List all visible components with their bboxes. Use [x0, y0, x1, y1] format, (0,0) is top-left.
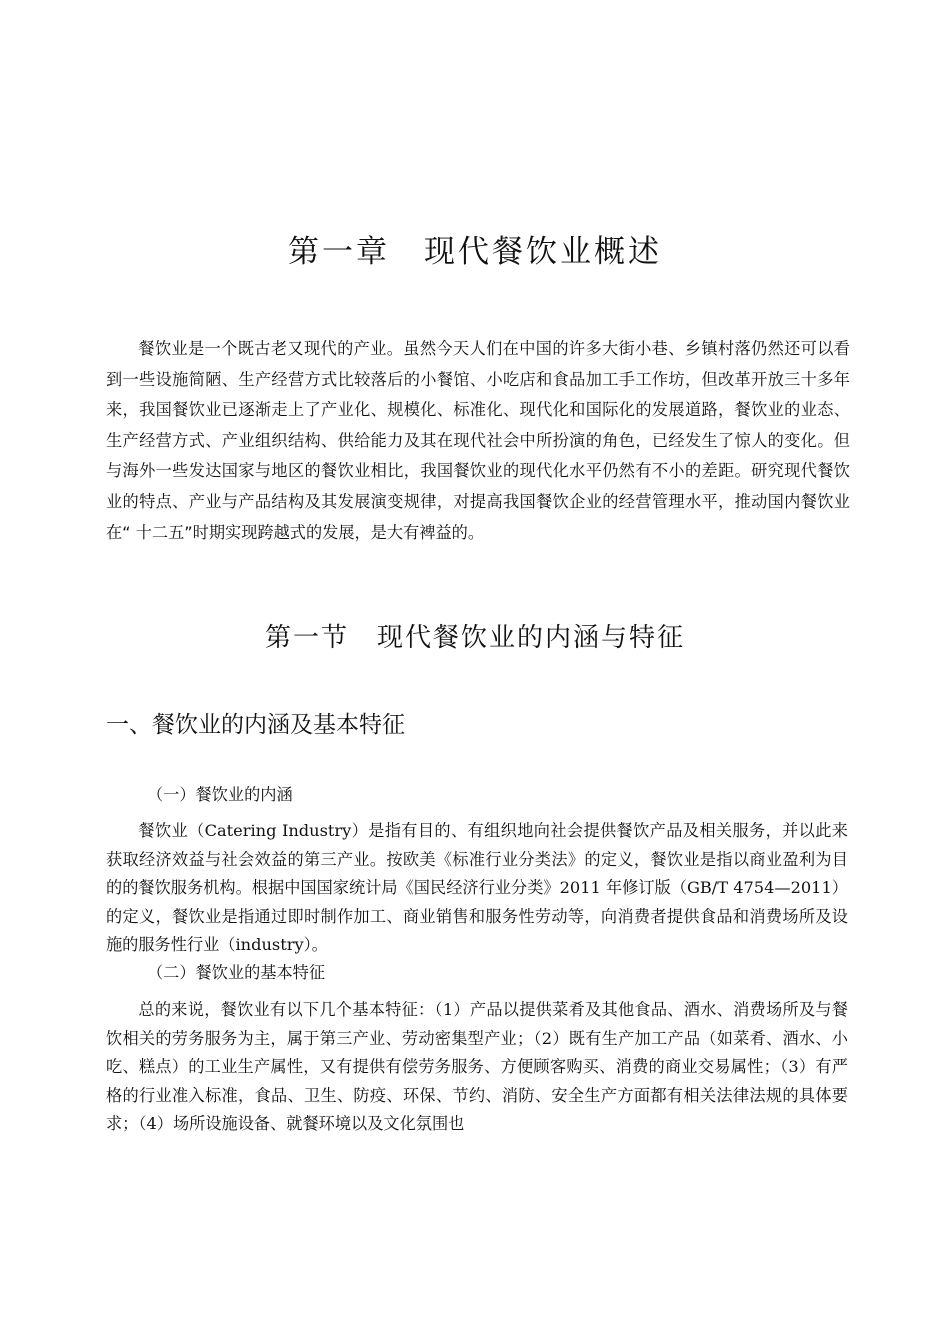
subsection-title: 一、餐饮业的内涵及基本特征	[106, 712, 405, 738]
features-paragraph: 总的来说，餐饮业有以下几个基本特征：（1）产品以提供菜肴及其他食品、酒水、消费场所及与餐饮相关的劳务服务为主，属于第三产业、劳动密集型产业；（2）既有生产加工产品（如菜肴、酒水、小吃、糕点）的工业生产属性，又有提供有偿劳务服务、方便顾客购买、消费的商业交易属性；（3）有严格的行业准入标准，食品、卫生、防疫、环保、节约、消防、安全生产方面都有相关法律法规的具体要求；（4）场所设施设备、就餐环境以及文化氛围也	[106, 1000, 848, 1134]
chapter-title: 第一章 现代餐饮业概述	[288, 234, 662, 270]
definition-paragraph: 餐饮业（Catering Industry）是指有目的、有组织地向社会提供餐饮产品及相关服务，并以此来获取经济效益与社会效益的第三产业。按欧美《标准行业分类法》的定义，餐饮业是指以商业盈利为目的的餐饮服务机构。根据中国国家统计局《国民经济行业分类》2011 年修订版（GB/T 4754—2011）的定义，餐饮业是指通过即时制作加工、商业销售和服务性劳动等，向消费者提供食品和消费场所及设施的服务性行业（industry）。	[106, 821, 848, 955]
intro-paragraph: 餐饮业是一个既古老又现代的产业。虽然今天人们在中国的许多大街小巷、乡镇村落仍然还可以看到一些设施简陋、生产经营方式比较落后的小餐馆、小吃店和食品加工手工作坊，但改革开放三十多年来，我国餐饮业已逐渐走上了产业化、规模化、标准化、现代化和国际化的发展道路，餐饮业的业态、生产经营方式、产业组织结构、供给能力及其在现代社会中所扮演的角色，已经发生了惊人的变化。但与海外一些发达国家与地区的餐饮业相比，我国餐饮业的现代化水平仍然有不小的差距。研究现代餐饮业的特点、产业与产品结构及其发展演变规律，对提高我国餐饮企业的经营管理水平，推动国内餐饮业在“ 十二五”时期实现跨越式的发展，是大有裨益的。	[106, 339, 850, 542]
section-title: 第一节 现代餐饮业的内涵与特征	[264, 623, 685, 653]
part-1-title: （一）餐饮业的内涵	[147, 785, 293, 804]
part-2-title: （二）餐饮业的基本特征	[147, 963, 326, 982]
